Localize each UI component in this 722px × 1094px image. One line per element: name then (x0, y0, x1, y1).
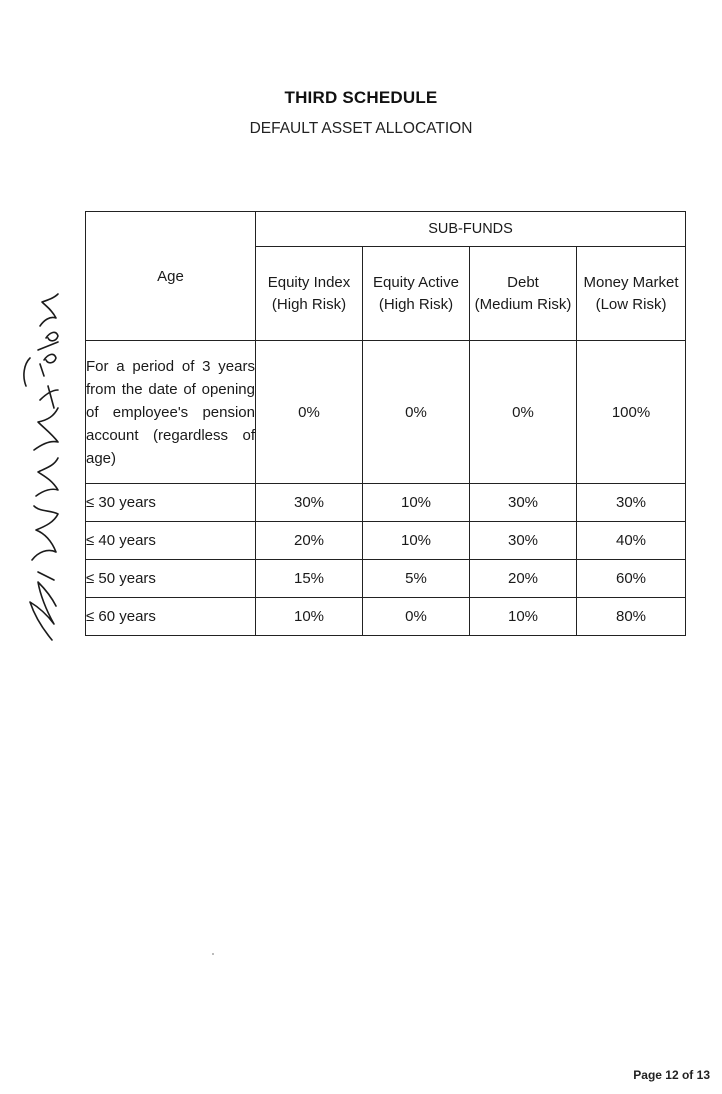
table-row (86, 522, 686, 560)
table-row (86, 484, 686, 522)
sub-fund-header (470, 247, 577, 341)
age-cell: ≤ 30 years (86, 484, 256, 522)
allocation-cell: 30% (577, 484, 686, 522)
age-cell: For a period of 3 years from the date of opening of employee's pension account (regardless of age) (86, 341, 256, 484)
allocation-cell: 0% (256, 341, 363, 484)
allocation-cell: 20% (470, 560, 577, 598)
table-header-row (86, 212, 686, 247)
sub-fund-name: Money Market (583, 273, 679, 291)
age-column-header: Age (86, 212, 256, 341)
age-cell: ≤ 60 years (86, 598, 256, 636)
sub-fund-name: Equity Index (267, 273, 351, 291)
allocation-cell: 80% (577, 598, 686, 636)
page-number: Page 12 of 13 (633, 1068, 710, 1082)
sub-fund-name: Debt (507, 273, 539, 291)
allocation-cell: 20% (256, 522, 363, 560)
sub-fund-risk: (High Risk) (271, 295, 347, 313)
sub-funds-header: SUB-FUNDS (256, 212, 686, 247)
allocation-cell: 60% (577, 560, 686, 598)
table-row (86, 560, 686, 598)
allocation-cell: 30% (470, 522, 577, 560)
sub-fund-header (363, 247, 470, 341)
sub-fund-risk: (High Risk) (378, 295, 454, 313)
handwritten-signature (18, 290, 68, 650)
table-row (86, 598, 686, 636)
allocation-cell: 15% (256, 560, 363, 598)
age-cell: ≤ 50 years (86, 560, 256, 598)
sub-fund-name: Equity Active (373, 273, 459, 291)
allocation-cell: 10% (363, 522, 470, 560)
allocation-cell: 30% (256, 484, 363, 522)
table-row (86, 341, 686, 484)
sub-fund-risk: (Medium Risk) (474, 295, 572, 313)
allocation-cell: 10% (256, 598, 363, 636)
allocation-cell: 100% (577, 341, 686, 484)
document-title: THIRD SCHEDULE (284, 88, 438, 107)
sub-fund-risk: (Low Risk) (595, 295, 667, 313)
asset-allocation-table (85, 211, 686, 636)
allocation-cell: 0% (363, 341, 470, 484)
sub-fund-header (256, 247, 363, 341)
age-cell: ≤ 40 years (86, 522, 256, 560)
allocation-cell: 10% (470, 598, 577, 636)
document-subtitle: DEFAULT ASSET ALLOCATION (249, 120, 473, 137)
scan-speck (212, 953, 214, 955)
allocation-cell: 0% (470, 341, 577, 484)
allocation-cell: 40% (577, 522, 686, 560)
allocation-cell: 5% (363, 560, 470, 598)
sub-fund-header (577, 247, 686, 341)
allocation-cell: 0% (363, 598, 470, 636)
allocation-cell: 10% (363, 484, 470, 522)
allocation-cell: 30% (470, 484, 577, 522)
